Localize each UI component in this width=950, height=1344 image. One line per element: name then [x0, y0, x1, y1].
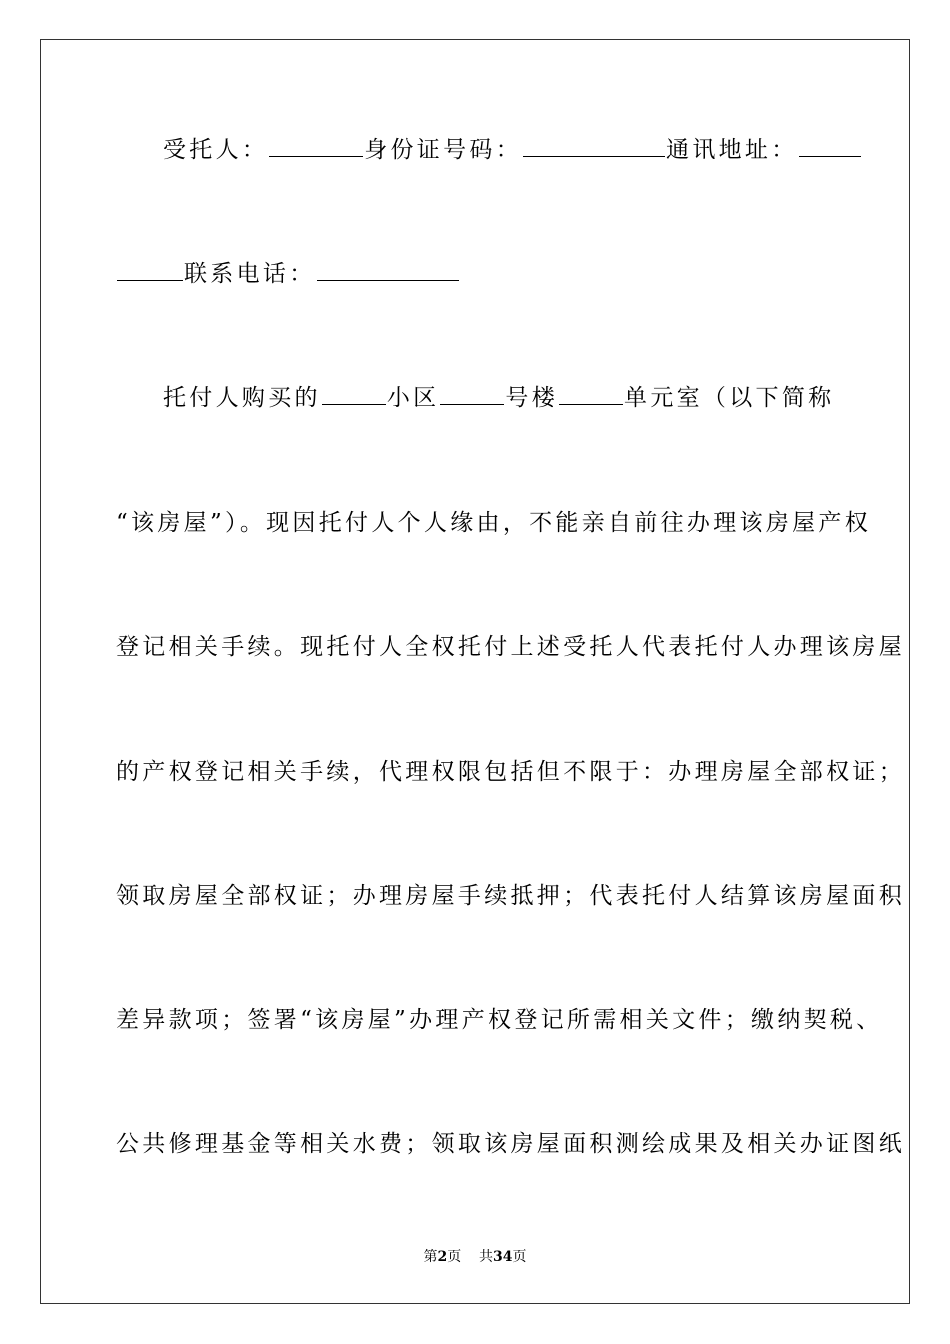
paragraph-text: 登记相关手续。现托付人全权托付上述受托人代表托付人办理该房屋 — [116, 634, 905, 660]
community-blank[interactable] — [322, 382, 386, 405]
id-number-blank[interactable] — [523, 134, 665, 157]
community-label: 小区 — [386, 385, 440, 411]
unit-blank[interactable] — [559, 382, 623, 405]
paragraph-text: 的产权登记相关手续，代理权限包括但不限于：办理房屋全部权证； — [116, 759, 905, 785]
paragraph-text: 领取房屋全部权证；办理房屋手续抵押；代表托付人结算该房屋面积 — [116, 883, 905, 909]
phone-blank[interactable] — [317, 258, 459, 281]
unit-label: 单元室（以下简称 — [624, 385, 835, 411]
page-footer — [0, 1248, 950, 1266]
total-suffix: 页 — [512, 1249, 527, 1265]
text-line-3 — [163, 382, 843, 414]
text-line-8 — [116, 1004, 883, 1036]
building-label: 号楼 — [505, 385, 559, 411]
text-line-4 — [116, 507, 872, 539]
address-blank-continued[interactable] — [117, 258, 183, 281]
building-blank[interactable] — [440, 382, 504, 405]
address-blank[interactable] — [799, 134, 861, 157]
page-suffix: 页 — [447, 1249, 462, 1265]
text-line-1 — [163, 134, 843, 166]
text-line-7 — [116, 880, 905, 912]
text-line-5 — [116, 631, 905, 663]
trustee-blank[interactable] — [269, 134, 363, 157]
text-line-6 — [116, 756, 905, 788]
paragraph-text: “该房屋”）。现因托付人个人缘由，不能亲自前往办理该房屋产权 — [116, 510, 872, 536]
page-number: 2 — [437, 1249, 448, 1265]
paragraph-text: 公共修理基金等相关水费；领取该房屋面积测绘成果及相关办证图纸 — [116, 1131, 905, 1157]
page-frame — [40, 39, 910, 1304]
total-pages: 34 — [493, 1249, 513, 1265]
page-prefix: 第 — [423, 1249, 438, 1265]
text-line-2 — [116, 258, 834, 290]
phone-label: 联系电话： — [184, 261, 316, 287]
trustee-label: 受托人： — [163, 137, 269, 163]
purchase-text: 托付人购买的 — [163, 385, 321, 411]
address-label: 通讯地址： — [666, 137, 798, 163]
total-prefix: 共 — [479, 1249, 494, 1265]
id-number-label: 身份证号码： — [364, 137, 523, 163]
text-line-9 — [116, 1128, 905, 1160]
paragraph-text: 差异款项；签署“该房屋”办理产权登记所需相关文件；缴纳契税、 — [116, 1007, 883, 1033]
